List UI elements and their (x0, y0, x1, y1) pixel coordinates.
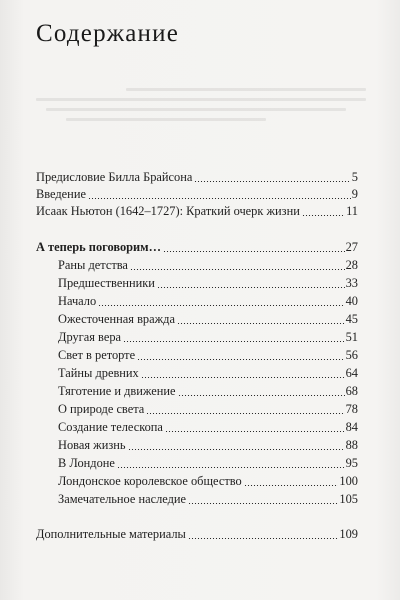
toc-entry-label: Ожесточенная вражда (58, 312, 175, 326)
dot-leader (165, 431, 345, 432)
toc-entry-label: Предисловие Билла Брайсона (36, 170, 193, 184)
toc-entry (58, 275, 358, 291)
toc-entry (58, 473, 358, 489)
toc-entry-label: Замечательное наследие (58, 492, 187, 506)
show-through-text (36, 58, 376, 128)
dot-leader (188, 503, 338, 504)
dot-leader (88, 198, 351, 199)
toc-entry-page: 100 (339, 474, 358, 488)
toc-entry-page: 64 (345, 366, 358, 380)
toc-entry-label: Тяготение и движение (58, 384, 176, 398)
toc-entry-page: 84 (345, 420, 358, 434)
toc-entry (58, 401, 358, 417)
toc-entry-label: Новая жизнь (58, 438, 126, 452)
toc-entry-page: 9 (351, 187, 358, 201)
dot-leader (98, 305, 344, 306)
toc-entry (58, 455, 358, 471)
dot-leader (130, 269, 345, 270)
toc-entry (58, 311, 358, 327)
toc-entry-label: Введение (36, 187, 86, 201)
toc-entry-page: 88 (345, 438, 358, 452)
dot-leader (302, 215, 345, 216)
toc-entry-label: Начало (58, 294, 97, 308)
toc-entry-page: 5 (351, 170, 358, 184)
toc-entry-page: 27 (345, 240, 358, 254)
dot-leader (178, 395, 345, 396)
toc-entry-page: 28 (345, 258, 358, 272)
toc-entry-label: В Лондоне (58, 456, 115, 470)
toc-entry (58, 293, 358, 309)
toc-entry-label: Свет в реторте (58, 348, 136, 362)
dot-leader (163, 251, 345, 252)
toc-entry-label: Предшественники (58, 276, 155, 290)
dot-leader (146, 413, 344, 414)
toc-entry-label: Дополнительные материалы (36, 527, 186, 541)
toc-entry-label: А теперь поговорим… (36, 240, 162, 254)
toc-entry-label: Тайны древних (58, 366, 139, 380)
toc-entry (58, 365, 358, 381)
toc-entry (58, 257, 358, 273)
toc-entry-page: 40 (345, 294, 358, 308)
toc-entry-page: 105 (339, 492, 358, 506)
toc-entry-label: Создание телескопа (58, 420, 163, 434)
toc-entry-section-heading (36, 239, 358, 255)
toc-entry-biography (36, 203, 358, 219)
dot-leader (188, 538, 339, 539)
dot-leader (123, 341, 345, 342)
toc-entry-page: 45 (345, 312, 358, 326)
toc-entry (58, 491, 358, 507)
toc-entry (58, 329, 358, 345)
toc-entry-additional-materials (36, 526, 358, 542)
dot-leader (128, 449, 345, 450)
toc-entry-page: 78 (345, 402, 358, 416)
toc-entry-label: Другая вера (58, 330, 122, 344)
toc-entry-page: 109 (339, 527, 358, 541)
toc-entry-label: Раны детства (58, 258, 128, 272)
dot-leader (157, 287, 345, 288)
dot-leader (141, 377, 345, 378)
dot-leader (117, 467, 345, 468)
toc-entry (58, 419, 358, 435)
toc-entry (58, 383, 358, 399)
toc-entry-page: 56 (345, 348, 358, 362)
toc-entry-label: Исаак Ньютон (1642–1727): Краткий очерк жизни (36, 204, 300, 218)
toc-entry-page: 51 (345, 330, 358, 344)
toc-entry-label: Лондонское королевское общество (58, 474, 242, 488)
toc-entry-introduction (36, 186, 358, 202)
toc-entry-page: 11 (346, 204, 358, 218)
toc-entry-label: О природе света (58, 402, 145, 416)
dot-leader (137, 359, 345, 360)
toc-entry-preface (36, 169, 358, 185)
dot-leader (194, 181, 350, 182)
toc-entry-page: 68 (345, 384, 358, 398)
dot-leader (177, 323, 345, 324)
page-title: Содержание (36, 20, 179, 47)
toc-entry-page: 33 (345, 276, 358, 290)
toc-entry (58, 437, 358, 453)
toc-entry-page: 95 (345, 456, 358, 470)
toc-entry (58, 347, 358, 363)
dot-leader (244, 485, 339, 486)
